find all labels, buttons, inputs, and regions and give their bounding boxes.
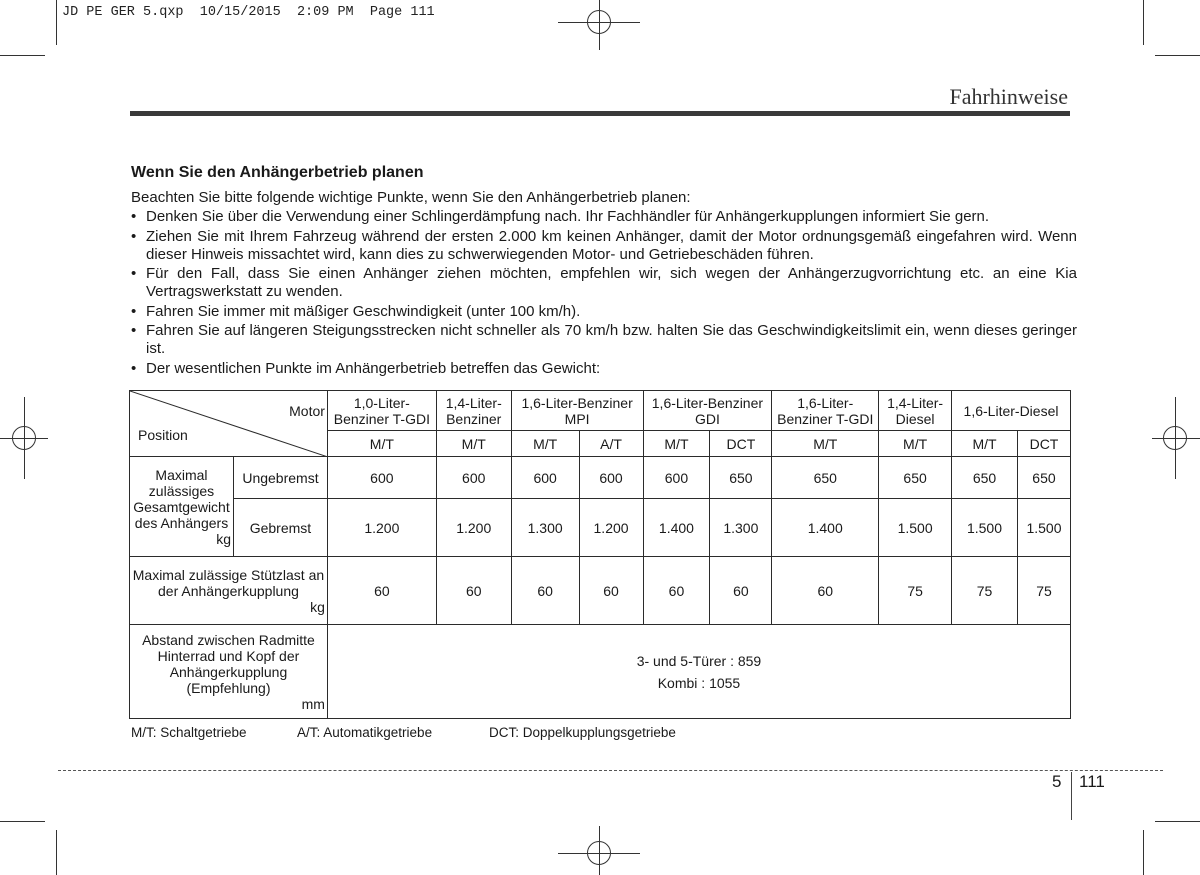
transmission-header: DCT <box>710 431 772 457</box>
table-row <box>130 457 1071 499</box>
position-header: Position <box>138 427 188 443</box>
table-cell: 60 <box>772 557 879 625</box>
transmission-header: M/T <box>952 431 1018 457</box>
table-cell: 600 <box>579 457 643 499</box>
distance-value-cell <box>327 625 1070 719</box>
engine-header: 1,6-Liter-Benziner MPI <box>511 391 643 431</box>
engine-header: 1,4-Liter-Benziner <box>436 391 511 431</box>
transmission-header: M/T <box>511 431 579 457</box>
table-cell: 60 <box>436 557 511 625</box>
table-cell: 1.300 <box>511 499 579 557</box>
section-heading: Wenn Sie den Anhängerbetrieb planen <box>131 164 424 181</box>
table-cell: 650 <box>710 457 772 499</box>
legend-mt: M/T: Schaltgetriebe <box>131 725 247 740</box>
table-cell: 600 <box>643 457 710 499</box>
table-cell: 75 <box>1017 557 1070 625</box>
crop-mark-br-v <box>1143 830 1144 875</box>
table-corner-cell <box>130 391 328 457</box>
transmission-header: M/T <box>879 431 952 457</box>
distance-value-line: Kombi : 1055 <box>657 674 741 691</box>
engine-header: 1,4-Liter-Diesel <box>879 391 952 431</box>
table-cell: 1.400 <box>643 499 710 557</box>
list-item: • Fahren Sie immer mit mäßiger Geschwindigkeit (unter 100 km/h). <box>131 303 1077 321</box>
motor-header: Motor <box>289 403 325 419</box>
table-cell: 1.500 <box>1017 499 1070 557</box>
table-row <box>130 499 1071 557</box>
table-cell: 600 <box>436 457 511 499</box>
unbraked-label: Ungebremst <box>233 457 327 499</box>
transmission-header: M/T <box>436 431 511 457</box>
distance-label: Abstand zwischen Radmitte Hinterrad und Kopf der Anhängerkupplung (Empfehlung) mm <box>130 625 328 719</box>
list-item: • Der wesentlichen Punkte im Anhängerbetrieb betreffen das Gewicht: <box>131 360 1077 378</box>
transmission-header: M/T <box>643 431 710 457</box>
engine-header: 1,6-Liter-Benziner GDI <box>643 391 772 431</box>
table-cell: 600 <box>327 457 436 499</box>
chapter-number: 5 <box>1052 772 1062 791</box>
table-cell: 1.300 <box>710 499 772 557</box>
section-title: Fahrhinweise <box>949 84 1068 109</box>
table-cell: 75 <box>879 557 952 625</box>
table-cell: 60 <box>511 557 579 625</box>
table-cell: 60 <box>327 557 436 625</box>
table-cell: 650 <box>879 457 952 499</box>
engine-header: 1,6-Liter-Benziner T-GDI <box>772 391 879 431</box>
list-item: • Für den Fall, dass Sie einen Anhänger ziehen möchten, empfehlen wir, sich wegen der Anhängerzugvorrichtung etc. an eine Kia Vertragswerkstatt zu wenden. <box>131 265 1077 301</box>
table-cell: 1.500 <box>879 499 952 557</box>
table-row <box>130 391 1071 431</box>
legend-at: A/T: Automatikgetriebe <box>297 725 433 740</box>
print-slug: JD PE GER 5.qxp 10/15/2015 2:09 PM Page 111 <box>62 5 435 20</box>
table-cell: 1.200 <box>579 499 643 557</box>
crop-mark-tl-v <box>56 0 57 45</box>
transmission-header: A/T <box>579 431 643 457</box>
footer-rule <box>58 770 1163 771</box>
table-cell: 1.200 <box>436 499 511 557</box>
header-rule <box>130 111 1070 116</box>
table-row <box>130 625 1071 719</box>
legend-dct: DCT: Doppelkupplungsgetriebe <box>489 725 676 740</box>
transmission-header: M/T <box>772 431 879 457</box>
transmission-header: DCT <box>1017 431 1070 457</box>
table-cell: 60 <box>643 557 710 625</box>
crop-mark-bl-h <box>0 821 45 822</box>
table-cell: 650 <box>952 457 1018 499</box>
trailer-weight-label: Maximal zulässiges Gesamtgewicht des Anhängers kg <box>130 457 234 557</box>
table-row <box>130 557 1071 625</box>
crop-mark-tr-h <box>1155 55 1200 56</box>
crop-mark-tr-v <box>1143 0 1144 45</box>
bullet-list <box>131 208 1077 379</box>
table-cell: 1.500 <box>952 499 1018 557</box>
table-cell: 1.400 <box>772 499 879 557</box>
table-cell: 1.200 <box>327 499 436 557</box>
engine-header: 1,0-Liter-Benziner T-GDI <box>327 391 436 431</box>
page-number-divider <box>1071 772 1072 820</box>
list-item: • Fahren Sie auf längeren Steigungsstrecken nicht schneller als 70 km/h bzw. halten Sie das Geschwindigkeitslimit ein, wenn dieses geringer ist. <box>131 322 1077 358</box>
intro-paragraph: Beachten Sie bitte folgende wichtige Punkte, wenn Sie den Anhängerbetrieb planen: <box>131 189 691 206</box>
table-cell: 75 <box>952 557 1018 625</box>
table-cell: 650 <box>1017 457 1070 499</box>
vertical-load-label: Maximal zulässige Stützlast an der Anhängerkupplung kg <box>130 557 328 625</box>
crop-mark-br-h <box>1155 821 1200 822</box>
distance-value-line: 3- und 5-Türer : 859 <box>636 652 762 669</box>
trailer-spec-table <box>129 390 1071 719</box>
braked-label: Gebremst <box>233 499 327 557</box>
table-cell: 600 <box>511 457 579 499</box>
list-item: • Ziehen Sie mit Ihrem Fahrzeug während der ersten 2.000 km keinen Anhänger, damit der Motor ordnungsgemäß eingefahren wird. Wenn dieser Hinweis missachtet wird, kann dies zu schwerwiegenden Motor- und Getriebeschäden führen. <box>131 228 1077 264</box>
crop-mark-tl-h <box>0 55 45 56</box>
table-cell: 60 <box>710 557 772 625</box>
table-cell: 60 <box>579 557 643 625</box>
crop-mark-bl-v <box>56 830 57 875</box>
list-item: • Denken Sie über die Verwendung einer Schlingerdämpfung nach. Ihr Fachhändler für Anhängerkupplungen informiert Sie gern. <box>131 208 1077 226</box>
page-number: 111 <box>1079 772 1105 791</box>
corner-diagonal <box>130 391 328 457</box>
engine-header: 1,6-Liter-Diesel <box>952 391 1071 431</box>
table-cell: 650 <box>772 457 879 499</box>
transmission-header: M/T <box>327 431 436 457</box>
